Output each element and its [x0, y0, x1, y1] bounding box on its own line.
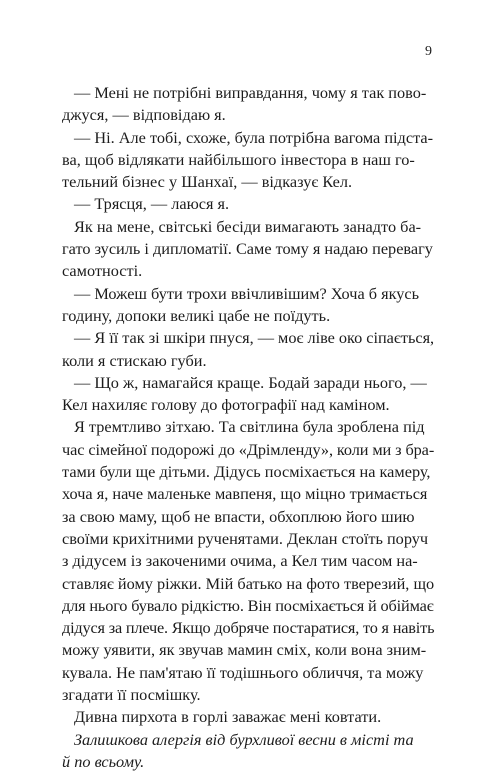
- text-line: Кел нахиляє голову до фотографії над каміном.: [62, 395, 390, 415]
- text-line: для нього бувало рідкістю. Він посміхається й обіймає: [62, 595, 434, 615]
- text-line: можу уявити, як звучав мамин сміх, коли вона зним-: [62, 640, 427, 660]
- text-line: — Трясця, — лаюся я.: [74, 194, 230, 214]
- text-line: — Можеш бути трохи ввічливішим? Хоча б якусь: [74, 283, 420, 303]
- text-line: самотності.: [62, 261, 143, 281]
- paragraph: [62, 216, 434, 283]
- text-line: й по всьому.: [62, 751, 145, 771]
- text-line: Я тремтливо зітхаю. Та світлина була зроблена під: [74, 417, 425, 437]
- text-line: Залишкова алергія від бурхливої весни в місті та: [74, 729, 414, 749]
- paragraph: [62, 82, 434, 127]
- paragraph: [62, 193, 434, 215]
- text-line: ва, щоб відлякати найбільшого інвестора в наш го-: [62, 149, 415, 169]
- text-line: — Я її так зі шкіри пнуся, — моє ліве око сіпається,: [74, 328, 435, 348]
- paragraph: [62, 729, 434, 774]
- text-line: — Ні. Але тобі, схоже, була потрібна вагома підста-: [74, 127, 434, 147]
- paragraph: [62, 283, 434, 328]
- paragraph: [62, 416, 434, 706]
- text-body: [62, 82, 434, 773]
- text-line: з дідусем із закоченими очима, а Кел тим часом на-: [62, 551, 418, 571]
- text-line: час сімейної подорожі до «Дрімленду», коли ми з бра-: [62, 439, 435, 459]
- text-line: тельний бізнес у Шанхаї, — відказує Кел.: [62, 172, 353, 192]
- text-line: згадати її посмішку.: [62, 685, 201, 705]
- text-line: Як на мене, світські бесіди вимагають занадто ба-: [74, 216, 422, 236]
- text-line: за свою маму, щоб не впасти, обхоплюю його шию: [62, 506, 415, 526]
- text-line: гато зусиль і дипломатії. Саме тому я надаю перевагу: [62, 239, 433, 259]
- paragraph: [62, 706, 434, 728]
- text-line: хоча я, наче маленьке мавпеня, що міцно тримається: [62, 484, 428, 504]
- text-line: годину, допоки великі цабе не поїдуть.: [62, 305, 331, 325]
- text-line: кувала. Не пам'ятаю її тодішнього обличчя, та можу: [62, 662, 424, 682]
- text-line: джуся, — відповідаю я.: [62, 105, 226, 125]
- paragraph: [62, 127, 434, 194]
- text-line: коли я стискаю губи.: [62, 350, 207, 370]
- page-number: 9: [425, 44, 432, 59]
- text-line: — Мені не потрібні виправдання, чому я так пово-: [74, 83, 427, 102]
- paragraph: [62, 372, 434, 417]
- paragraph: [62, 327, 434, 372]
- text-line: своїми крихітними рученятами. Деклан стоїть поруч: [62, 528, 429, 548]
- text-line: — Що ж, намагайся краще. Бодай заради нього, —: [74, 372, 427, 392]
- text-line: дідуся за плече. Якщо добряче постаратися, то я навіть: [62, 618, 435, 638]
- text-line: тами були ще дітьми. Дідусь посміхається на камеру,: [62, 462, 431, 482]
- text-line: ставляє йому ріжки. Мій батько на фото тверезий, що: [62, 573, 435, 593]
- text-line: Дивна пирхота в горлі заважає мені ковтати.: [74, 707, 382, 727]
